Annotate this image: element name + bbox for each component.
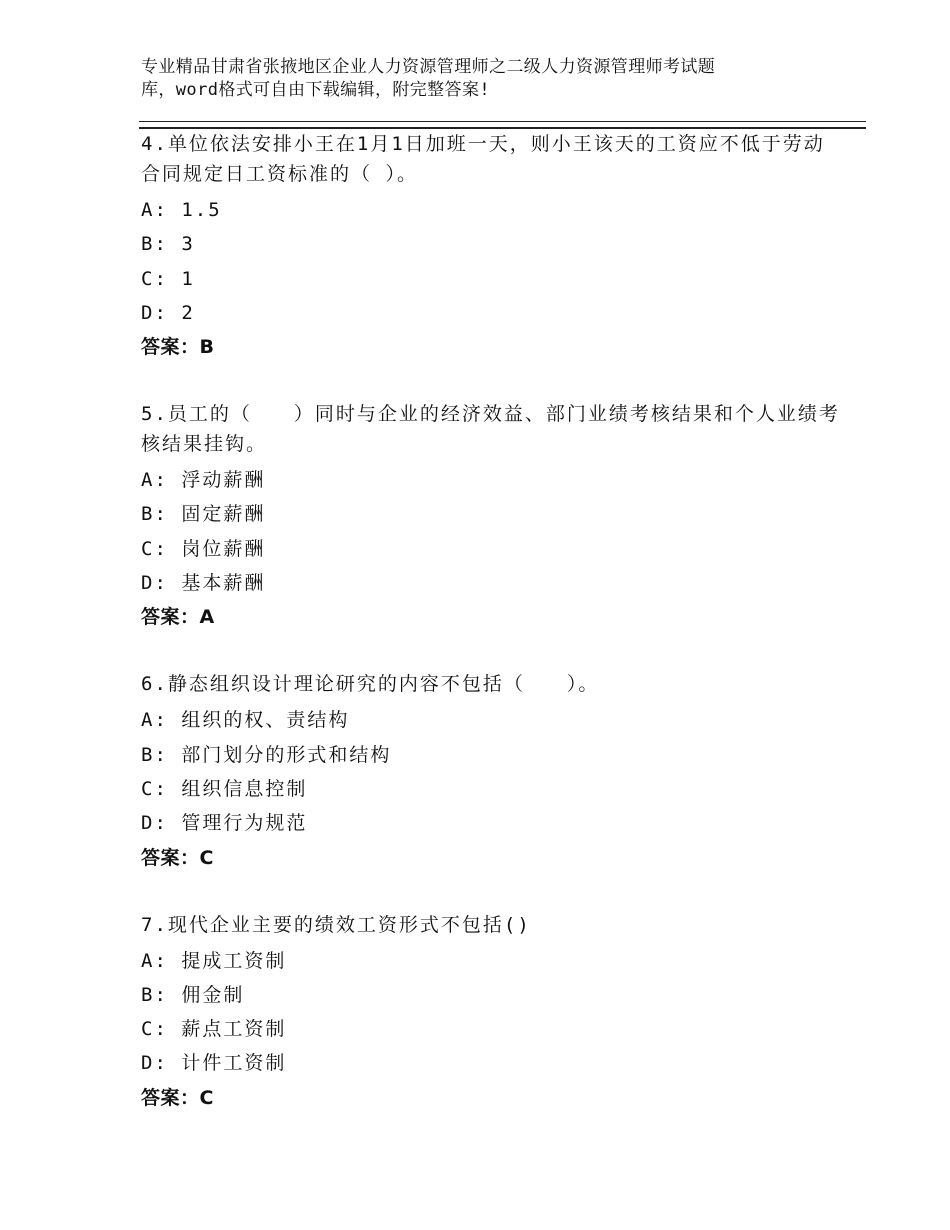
question-stem: 7.现代企业主要的绩效工资形式不包括() <box>141 913 531 936</box>
question-stem: 6.静态组织设计理论研究的内容不包括（ ）。 <box>141 673 600 696</box>
option-b: B: 3 <box>141 233 195 256</box>
option-d: D: 计件工资制 <box>141 1052 287 1075</box>
option-a: A: 提成工资制 <box>141 949 287 972</box>
question-4 <box>141 128 841 364</box>
option-a: A: 浮动薪酬 <box>141 469 266 492</box>
question-stem: 4.单位依法安排小王在1月1日加班一天，则小王该天的工资应不低于劳动合同规定日工资标准的（ ）。 <box>141 133 825 185</box>
option-b: B: 部门划分的形式和结构 <box>141 743 392 766</box>
option-d: D: 基本薪酬 <box>141 572 266 595</box>
question-7 <box>141 909 841 1115</box>
answer-label: 答案：C <box>141 846 214 869</box>
option-d: D: 2 <box>141 301 195 324</box>
option-c: C: 组织信息控制 <box>141 777 308 800</box>
question-list <box>141 128 841 1115</box>
document-header <box>141 56 781 102</box>
option-a: A: 组织的权、责结构 <box>141 709 350 732</box>
question-spacer <box>141 875 841 909</box>
answer-label: 答案：C <box>141 1086 214 1109</box>
question-spacer <box>141 364 841 398</box>
answer-label: 答案：A <box>141 606 215 629</box>
header-title-line-1: 专业精品甘肃省张掖地区企业人力资源管理师之二级人力资源管理师考试题 <box>141 57 716 77</box>
option-d: D: 管理行为规范 <box>141 812 308 835</box>
question-stem: 5.员工的（ ）同时与企业的经济效益、部门业绩考核结果和个人业绩考核结果挂钩。 <box>141 403 840 456</box>
option-c: C: 1 <box>141 267 195 290</box>
question-5 <box>141 398 841 634</box>
option-b: B: 固定薪酬 <box>141 503 266 526</box>
question-spacer <box>141 634 841 668</box>
header-title-line-2: 库，word格式可自由下载编辑，附完整答案! <box>141 80 490 100</box>
option-a: A: 1.5 <box>141 199 222 221</box>
option-b: B: 佣金制 <box>141 983 245 1006</box>
answer-label: 答案：B <box>141 336 215 359</box>
option-c: C: 薪点工资制 <box>141 1018 287 1041</box>
option-c: C: 岗位薪酬 <box>141 537 266 560</box>
question-6 <box>141 668 841 874</box>
